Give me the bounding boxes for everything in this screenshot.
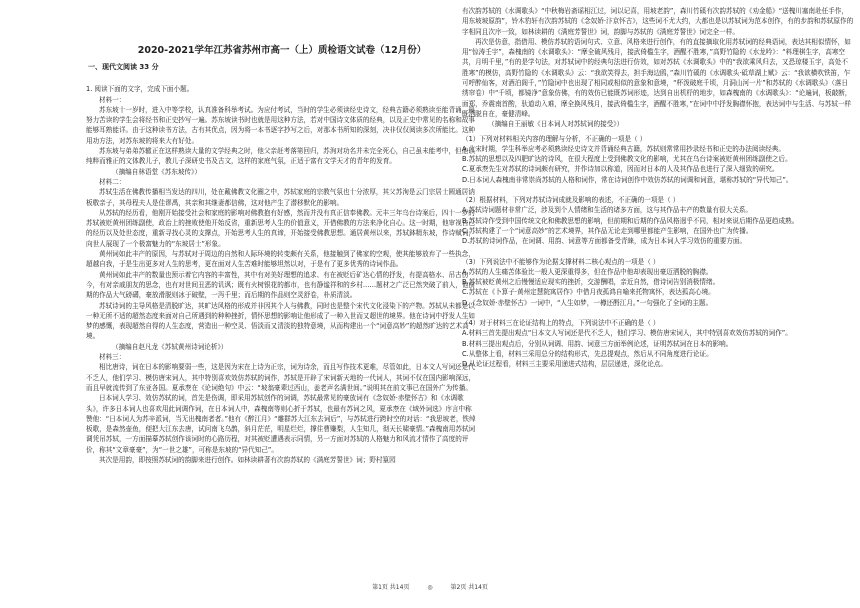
- material1-label: 材料一：: [99, 95, 126, 104]
- question-3-option: A.苏轼的人生痛苦体验比一般人更深重得多，但在作品中他却表现出豪迈洒脱的胸襟。: [462, 267, 713, 276]
- material2-label: 材料二：: [99, 177, 126, 186]
- question-1-stem: （1）下列对材料相关内容的理解与分析，不正确的一项是（ ）: [462, 134, 647, 143]
- question-3-option: C.苏轼在《卜算子·黄州定慧院寓居作》中借月夜孤鸿自喻来托物寓怀，表达孤高心境。: [462, 288, 715, 297]
- question-intro: 1. 阅读下面的文字，完成下面小题。: [86, 85, 194, 94]
- right-page-column: [462, 6, 854, 578]
- material1-paragraph: 苏东坡十一岁时，进入中等学校，认真准备科举考试。为应付考试，当时的学生必须读经史诗文，经典古籍必须熟读至能背诵，最努力苦读的学生会将经书和正史抄写一遍。苏东坡读书时也就是用这种方法，若对中国诗文体质的经典，以及正史中常见的名称和故事能够耳熟能详。由于这种读书方法，古有其优点，因为将一本书逐字抄写之后，对那本书所知的深刻，决非仅仅阅读多次所能比。这种用功方法，对苏东坡的将来大有好处。: [86, 105, 476, 145]
- section-heading: 一、现代文阅读 33 分: [88, 63, 159, 71]
- question-2-option: C.苏轼构建了一个“词意高妙”的艺术境界，其作品无论走到哪里都能产生影响，在国外也广为传播。: [462, 226, 753, 235]
- question-4-option: C.从整体上看，材料三采用总分的结构形式，先总提观点，然后从不同角度进行论证。: [462, 349, 713, 358]
- material3-continuation: 有次韵苏轼的《水调歌头》“中秋梅岩斋谣相江过，词以记喜，用坡老韵”，森川竹磎有次韵苏轼的《劝金船》“送槐川塞南赴任手作，用东坡坡原韵”，铃木豹轩有次韵苏轼的《念奴娇·汴京怀古》，这些词不尤大约，大都也是以苏轼词为范本创作，有的步韵和苏轼原作的字相同且次序一致，如林读耕的《满庭芳誓世》词，韵脚与苏轼的《满庭芳誓世》词完全一样。: [462, 7, 854, 36]
- question-1-option: B.苏轼的思想以及四肥旷达的诗风，在很大程度上受到佛教文化的影响，尤其在乌台诗案被贬黄州团练副使之后。: [462, 155, 792, 164]
- material2-paragraph: 苏轼生活在佛教传播相当发达的四川，处在戴佛教文化圈之中，苏轼家庭的宗教气氛也十分浓厚，其父苏洵是云门宗居士圆通居讷板敬亲子，其母程夫人是佳谬禹，其亲和其继妻都信佛，这对他产生了潜移默化的影响。: [86, 188, 475, 207]
- footer-separator-icon: ◎: [427, 584, 433, 591]
- question-1-option: A.北宋时期，学生科举应考必须熟读经史诗文并背诵经典古籍，苏轼则常常用抄录经书和正史的办法阅读经典。: [462, 144, 785, 153]
- material3-citation: （摘编自王丽敏《日本词人对苏轼词的接受》）: [488, 120, 624, 129]
- question-2-option: B.苏轼诗作受到中国传统文化和佛教思想的影响，但前期和后期的作品风格迥乎不同，相对来说后期作品更趋成熟。: [462, 216, 799, 225]
- material2-paragraph: 苏轼诗词的主导风格是清脱旷达，其旷达风格的形成并非因其个人与佛教，同时也是整个宋代文化浸染下的产物。苏轼从未都是以一种无所不适的超然态度来面对自己所遇到的种种挫折，情怀思想的影响让他形成了一种入世而又超世的境界。他在诗词中抒发人生如梦的感慨，表现超然自得的人生态度，营造出一种空灵、悟淡而又清淡的独特意境，从而构建出一个“词意高妙”的超然旷达的艺术高境。: [86, 301, 476, 341]
- material2-citation: （摘编自赵凡龙《苏轼黄州诗词论析》）: [112, 342, 228, 351]
- question-3-option: D.《念奴娇·赤壁怀古》一词中，“人生如梦，一樽还酹江月。”一句强化了全词的主题。: [462, 298, 713, 307]
- left-page-column: [86, 6, 478, 578]
- question-2-stem: （2）根据材料，下列对苏轼诗词成就及影响的表述，不正确的一项是（ ）: [462, 196, 680, 205]
- question-3-option: B.苏轼被贬黄州之后慢慢适应现实的挫折，交游酬唱，亲近自然，借诗词告别消极情绪。: [462, 278, 720, 287]
- material1-citation: （摘编自林语堂《苏东坡传》）: [112, 167, 202, 176]
- material3-label: 材料三：: [99, 353, 126, 362]
- question-3-stem: （3）下列说法中不能够作为论据支撑材料二核心观点的一项是（ ）: [462, 257, 660, 266]
- material3-paragraph: 日本词人学习、效仿苏轼的词，首先是伤调，即采用苏轼创作的词调，苏轼最常见的豪放词有《念奴娇·赤壁怀古》和《水调歌头》，许多日本词人也喜欢用此词调作词，在日本词人中，森槐南等则心折于苏轼，也最有苏词之风，夏承焘在《域外词选》序言中称赞他：“日本词人为苏辛派词，当无出槐南者者。”他有《醉江月》“雕群苏大江东去词后”，与苏轼进行跨时空的对话：“我思坡老，铁绰板歌，是森然壶鱼，便把大江东去唐，试问南飞乌鹊，斜月茫茫，明星烂烂，撑住曹赚梨，人生知几，彻天长啸豪情。”森槐南用苏轼词调凭吊苏轼，一方面描摹苏轼创作该词时的心路历程，对其被贬遭遇表示同情，另一方面对苏轼的人格魅力和风流才情作了高度的评价，称其“文章豪豪”，为“一世之雄”，可称是东坡的“异代知己”。: [86, 394, 476, 454]
- right-page-number: 第2页 共14页: [450, 584, 488, 591]
- question-4-option: D.从论证过程看，材料三主要采用递进式结构，层层递进，深化论点。: [462, 360, 667, 369]
- material3-paragraph: 相比唐诗，词在日本的影响要弱一些，这是因为宋在上诗为正宗，词为诗余，而且写作技术更难，尽管如此，日本文人写词还是代不乏人，他们学习、模仿唐宋词人，其中特别喜欢效仿苏轼的词作，苏轼是开辟了宋词新天地的一代词人，其词不仅在国内影响深远，而且早就流传到了东亚各国。夏承焘在《论词绝句》中云：“坡翁豪辈过西山，姜老声名满世间。”说明其在前文事已在国外广为传播。: [86, 363, 476, 392]
- material2-paragraph: 黄州词如此丰产的原因，与苏轼对于周边的自然和人际环境的转变颇有关系，他接触到了佛家的空观，使其能够放弃了一些执念，超越自我，于是生出更多对人生的思考，更在面对人生苦难时能够坦然以对，于是有了更多优秀的诗词作品。: [86, 250, 475, 269]
- page-footer: [0, 582, 860, 591]
- material3-paragraph: 其次是用韵，即按照苏轼词的韵脚来进行创作。如林读耕著有次韵苏轼的《满庭芳誓世》词；野村篁园: [99, 455, 396, 464]
- exam-title: 2020-2021学年江苏省苏州市高一（上）质检语文试卷（12月份）: [137, 45, 427, 56]
- question-1-option: C.夏承焘先生对苏轼的诗词颇有研究，并作诗加以称道，因而对日本的人及其作品也进行了深入细致的研究。: [462, 165, 779, 174]
- material2-paragraph: 黄州词如此丰产的数量也预示着它内容的丰富性，其中有对美好理想的追求、有在被贬后矿达心情的抒发，有提高格水、吊古伤今，有对亲戚朋友的思念，也有对世间丑恶的讥讽；既有火树银花的都市，也有静谧祥和的乡村……题材之广泛已然突破了前人，他前期的作品大气磅礴，豪放滑脱则冰于破壁，一泻千里；而后期的作品则空灵舒卷，朴质清淡。: [86, 270, 476, 300]
- question-4-option: B.材料三提出观点后，分别从词调、用韵、词意三方面举例论述，证明苏轼词在日本的影响。: [462, 339, 733, 348]
- left-page-number: 第1页 共14页: [372, 584, 410, 591]
- question-2-option: D.苏轼的诗词作品，在词调、用韵、词意等方面都备受青睐，成为日本词人学习效仿的重要方面。: [462, 237, 747, 246]
- material3-paragraph: 再次是仿意，指借用、模仿苏轼的语词句式、立意、风格来进行创作，有的直接摘取化用苏轼词的经典语词，表达其相似情怀，如用“惊涛壬宇”，森槐南的《水调歌头》：“摩全破风残月，接武倚槛生字，酒醒不胜寒，”高野竹隐的《水龙吟》：“料理棋生字，高寒空共，月明千里，”有的是学句法，对苏轼词中的经典句法进行仿效，如对苏轼《水调歌头》中的“我欲乘风归去，又恐琼楼玉宇，高处不胜寒”的模仿，高野竹隐的《水调歌头》云：“我欲笑得去，担手海边鸥，”森川竹磎的《水调歌头·砥草湖上赋》云：“我欲横吹铁笛，乍可呼醉仙客，对酒泊阁千，”竹隐词中也出现了相同或相似的意象和意境，“杯泼破庭千顷，月洞山河一片”和苏轼的《水调歌头》（落日绣帘卷）中“千顷，都镜净”意象仿佛，有的效仿已能既苏词形迹，达到自出机杼的地步，如森槐南的《水调歌头》：“论遍词，板敲断，面郑，乔震南首酌，驮道动入难，摩全换风残月，接武倚槛生字，酒醒不胜寒，”在词中中抒发胸襟怀抱，表达词中与生活、与苏轼一样既洒脱自在，豪健清峰。: [462, 37, 852, 118]
- question-4-option: A.材料三首先提出观点“日本文人写词还是代不乏人，他们学习、模仿唐宋词人，其中特别喜欢效仿苏轼的词作”。: [462, 329, 792, 338]
- material1-paragraph: 苏东坡与弟弟苏辙正在这样熟读大量的文学经典之时，他父亲赶考落第回归，苏洵对功名并未完全死心，自己虽未能考中，但他以纯粹而雅正的文体教儿子，教儿子深研史书及古文，这样的家庭气氛，正适于富有文学天才的青年的发育。: [86, 147, 475, 166]
- question-1-option: D.日本词人森槐南非常崇尚苏轼的人格和词作，常在诗词创作中效仿苏轼的词调和词意，堪称苏轼的“异代知己”。: [462, 175, 793, 184]
- material2-paragraph: 从苏轼的经历看，他刚开始接受社会和家庭的影响对佛教抱有好感，然而并没有真正信奉佛教。元丰三年乌台诗案后，四十一岁的苏轼被贬黄州团练副使，政治上的挫败使他开始反省，重新思考人生的价值意义，开借佛教的方法来净化自心。这一时期，他审视自己的经历以及处世态度，重新寻找心灵的支撑点，开始思考人生的真谛，开始接受佛教思想。通居黄州以来，苏轼鉢精东坡，作诗赋词，向世人展现了一个极富魅力的“东坡居士”形象。: [86, 208, 476, 248]
- question-4-stem: （4）对于材料三在论证结构上的特点，下列说法中不正确的是（ ）: [462, 319, 660, 328]
- question-2-option: A.苏轼诗词题材非常广泛，涉及到个人情绪和生活的诸多方面，这与其作品丰产的数量有很大关系。: [462, 206, 753, 215]
